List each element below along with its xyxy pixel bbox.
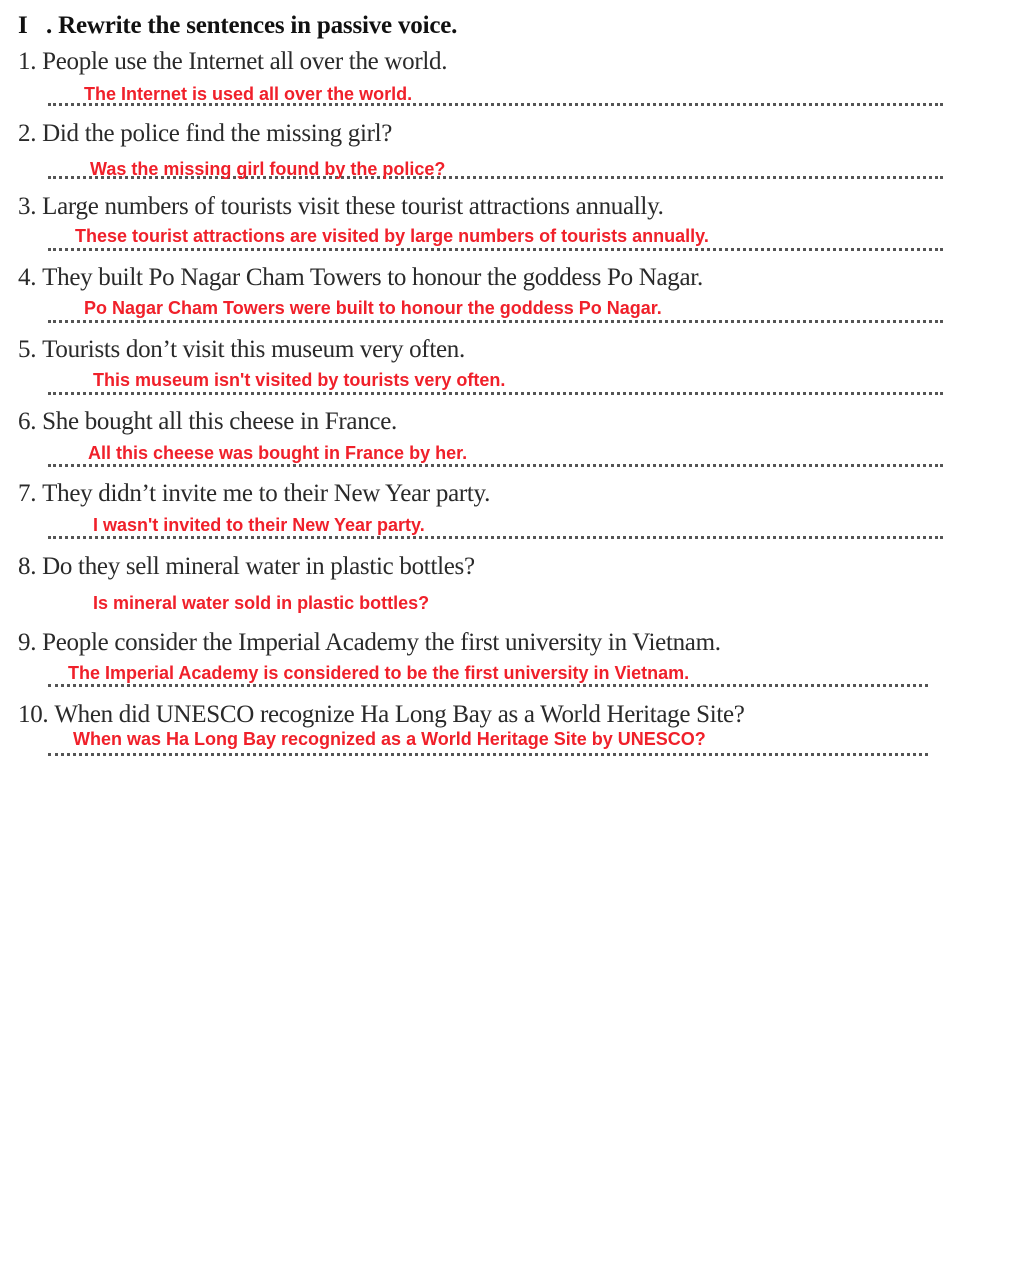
answer-line-4 [48,320,943,323]
question-text: She bought all this cheese in France. [42,408,397,435]
question-number: 7. [18,480,37,507]
answer-6: All this cheese was bought in France by her. [88,443,468,463]
answer-2: Was the missing girl found by the police? [90,159,446,179]
question-3 [18,193,664,221]
answer-line-6 [48,464,943,467]
question-text: Large numbers of tourists visit these tourist attractions annually. [42,193,664,220]
answer-5: This museum isn't visited by tourists very often. [93,370,506,390]
answer-line-9 [48,684,928,687]
answer-3: These tourist attractions are visited by large numbers of tourists annually. [75,226,709,246]
question-text: People use the Internet all over the world. [42,48,448,75]
answer-9: The Imperial Academy is considered to be the first university in Vietnam. [68,663,690,683]
question-number: 8. [18,553,37,580]
answer-8: Is mineral water sold in plastic bottles? [93,593,430,613]
answer-line-7 [48,536,943,539]
answer-10: When was Ha Long Bay recognized as a World Heritage Site by UNESCO? [73,729,706,749]
question-text: People consider the Imperial Academy the first university in Vietnam. [42,629,721,656]
question-10 [18,701,745,729]
answer-line-5 [48,392,943,395]
exercise-title: . Rewrite the sentences in passive voice. [46,12,458,39]
question-number: 4. [18,264,37,291]
answer-1: The Internet is used all over the world. [84,84,413,104]
question-number: 5. [18,336,37,363]
answer-line-10 [48,753,928,756]
question-number: 3. [18,193,37,220]
answer-4: Po Nagar Cham Towers were built to honour the goddess Po Nagar. [84,298,662,318]
question-text: When did UNESCO recognize Ha Long Bay as a World Heritage Site? [54,701,745,728]
question-9 [18,629,721,657]
question-number: 2. [18,120,37,147]
question-text: They didn’t invite me to their New Year party. [42,480,491,507]
exercise-number: I [18,12,28,39]
question-text: They built Po Nagar Cham Towers to honour the goddess Po Nagar. [42,264,703,291]
question-text: Did the police find the missing girl? [42,120,393,147]
question-2 [18,120,392,148]
question-7 [18,480,490,508]
exercise-heading [18,12,457,40]
question-text: Tourists don’t visit this museum very often. [42,336,465,363]
answer-7: I wasn't invited to their New Year party. [93,515,425,535]
question-text: Do they sell mineral water in plastic bottles? [42,553,475,580]
question-number: 1. [18,48,37,75]
question-number: 6. [18,408,37,435]
question-8 [18,553,475,581]
question-number: 9. [18,629,37,656]
question-4 [18,264,703,292]
question-number: 10. [18,701,49,728]
question-6 [18,408,397,436]
question-5 [18,336,465,364]
question-1 [18,48,447,76]
answer-line-3 [48,248,943,251]
